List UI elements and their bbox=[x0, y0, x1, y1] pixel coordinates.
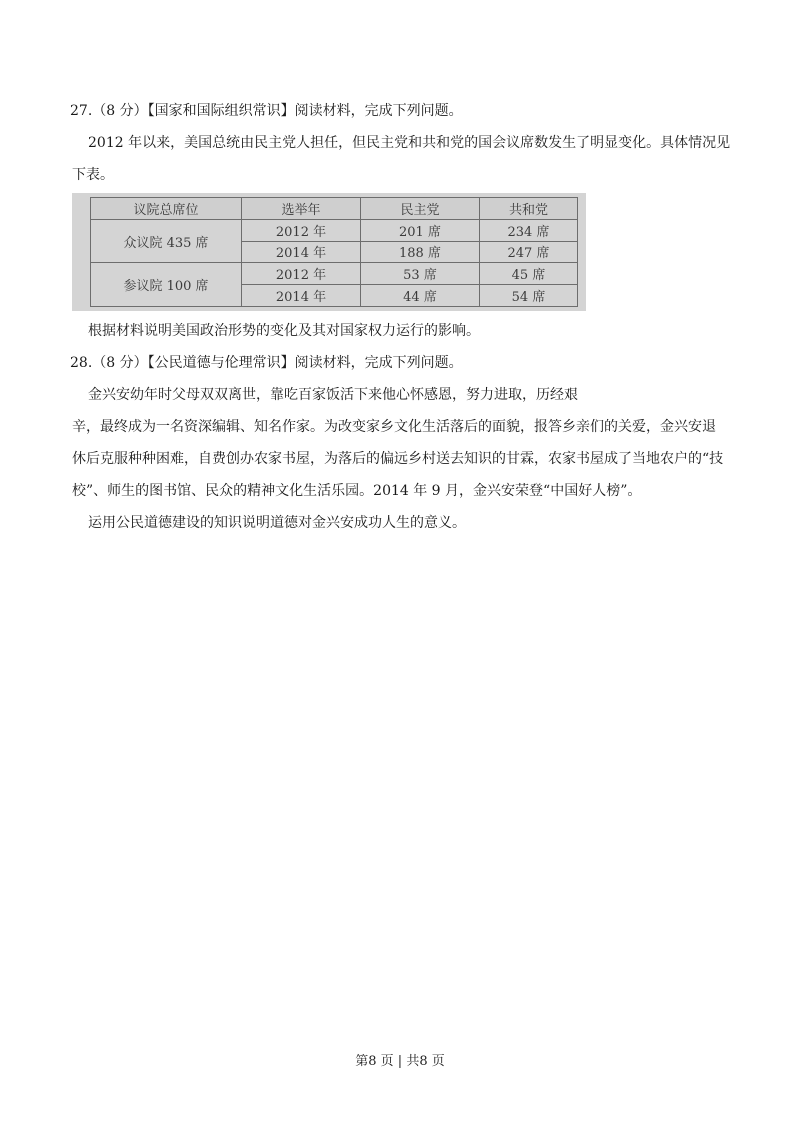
cell-year: 2014 年 bbox=[242, 241, 361, 263]
cell-year: 2012 年 bbox=[242, 219, 361, 241]
cell-year: 2012 年 bbox=[242, 263, 361, 285]
cell-democrat: 53 席 bbox=[361, 263, 480, 285]
table-row bbox=[91, 263, 578, 285]
question-28-title: 28.（8 分）【公民道德与伦理常识】阅读材料，完成下列问题。 bbox=[70, 355, 463, 371]
header-democrat: 民主党 bbox=[361, 198, 480, 220]
congress-seat-table bbox=[90, 197, 578, 307]
question-27-material-line1: 2012 年以来，美国总统由民主党人担任，但民主党和共和党的国会议席数发生了明显变化。具体情况见 bbox=[88, 135, 731, 151]
question-28-material-line3: 休后克服种种困难，自费创办农家书屋，为落后的偏远乡村送去知识的甘霖，农家书屋成了当地农户的“技 bbox=[72, 451, 724, 467]
question-27-title: 27.（8 分）【国家和国际组织常识】阅读材料，完成下列问题。 bbox=[70, 103, 463, 119]
header-republican: 共和党 bbox=[480, 198, 578, 220]
seat-table-photo bbox=[72, 193, 586, 311]
question-27-prompt: 根据材料说明美国政治形势的变化及其对国家权力运行的影响。 bbox=[88, 323, 480, 339]
chamber-senate: 参议院 100 席 bbox=[91, 263, 242, 307]
cell-year: 2014 年 bbox=[242, 285, 361, 307]
header-year: 选举年 bbox=[242, 198, 361, 220]
question-28-material-line2: 辛，最终成为一名资深编辑、知名作家。为改变家乡文化生活落后的面貌，报答乡亲们的关爱，金兴安退 bbox=[72, 419, 716, 435]
cell-democrat: 188 席 bbox=[361, 241, 480, 263]
question-27-material-line2: 下表。 bbox=[72, 167, 114, 183]
header-chamber: 议院总席位 bbox=[91, 198, 242, 220]
page-footer: 第8 页 | 共8 页 bbox=[355, 1054, 445, 1069]
table-header-row bbox=[91, 198, 578, 220]
cell-democrat: 201 席 bbox=[361, 219, 480, 241]
question-28-prompt: 运用公民道德建设的知识说明道德对金兴安成功人生的意义。 bbox=[88, 515, 466, 531]
cell-republican: 247 席 bbox=[480, 241, 578, 263]
cell-republican: 234 席 bbox=[480, 219, 578, 241]
question-28-material-line1: 金兴安幼年时父母双双离世，靠吃百家饭活下来他心怀感恩，努力进取，历经艰 bbox=[88, 387, 578, 403]
cell-democrat: 44 席 bbox=[361, 285, 480, 307]
question-28-material-line4: 校”、师生的图书馆、民众的精神文化生活乐园。2014 年 9 月，金兴安荣登“中国好人榜”。 bbox=[72, 483, 642, 499]
cell-republican: 54 席 bbox=[480, 285, 578, 307]
table-row bbox=[91, 219, 578, 241]
cell-republican: 45 席 bbox=[480, 263, 578, 285]
chamber-house: 众议院 435 席 bbox=[91, 219, 242, 263]
